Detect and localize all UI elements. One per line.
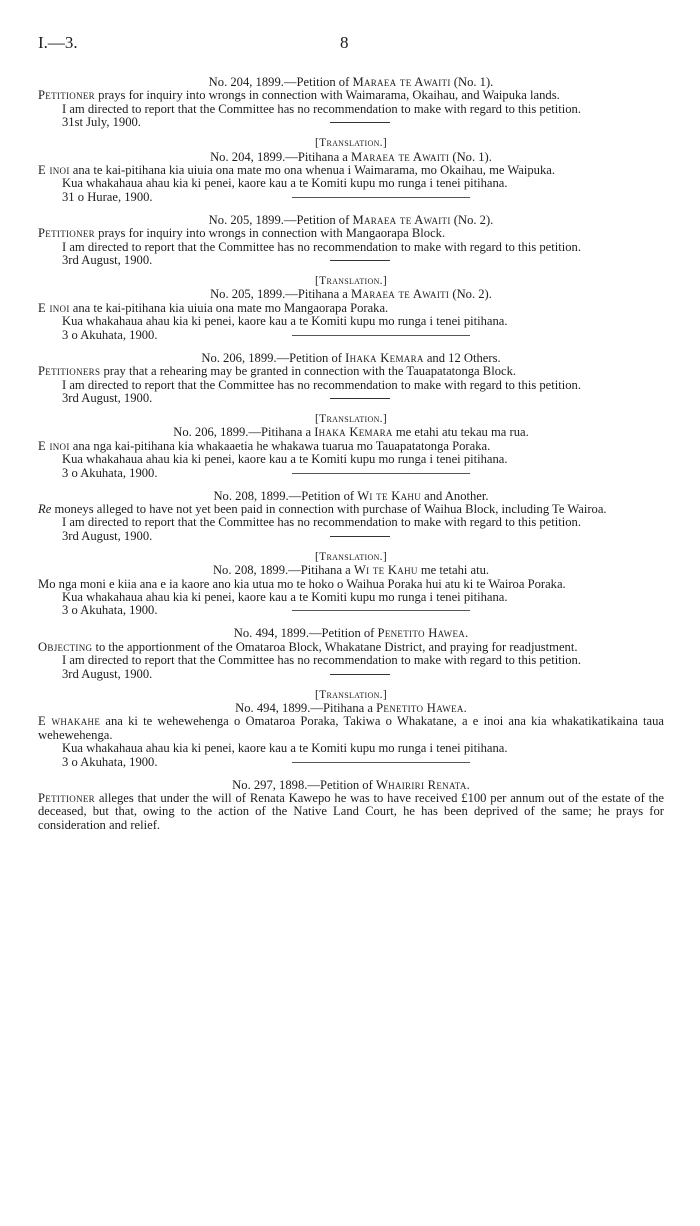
translation-label: [Translation.] bbox=[315, 550, 387, 563]
section-divider bbox=[292, 335, 470, 336]
petition-summary: Petitioner alleges that under the will of Renata Kawepo he was to have received £100 per annum out of the estate of the deceased, but that, owing to the action of the Native Land Court, he has been deprived of the same; he prays for consideration and relief. bbox=[38, 791, 664, 832]
translation-label: [Translation.] bbox=[315, 137, 387, 150]
translation-report: Kua whakahaua ahau kia ki penei, kaore kau a te Komiti kupu mo runga i tenei pitihana. bbox=[62, 589, 508, 604]
petition-title: No. 297, 1898.—Petition of Whairiri Renata. bbox=[232, 777, 470, 792]
report-date: 3rd August, 1900. bbox=[62, 253, 153, 268]
translation-label: [Translation.] bbox=[315, 688, 387, 701]
translation-title: No. 208, 1899.—Pitihana a Wi te Kahu me tetahi atu. bbox=[212, 563, 490, 578]
petition-summary: Petitioners pray that a rehearing may be granted in connection with the Tauapatatonga Block. bbox=[38, 364, 517, 379]
translation-title: No. 204, 1899.—Pitihana a Maraea te Awaiti (No. 1). bbox=[210, 149, 492, 164]
petition-title: No. 204, 1899.—Petition of Maraea te Awaiti (No. 1). bbox=[208, 75, 494, 89]
section-divider bbox=[292, 762, 470, 763]
translation-report: Kua whakahaua ahau kia ki penei, kaore kau a te Komiti kupu mo runga i tenei pitihana. bbox=[62, 741, 508, 756]
translation-date-row bbox=[62, 467, 664, 481]
translation-date-row bbox=[62, 191, 664, 205]
petition-summary: Petitioner prays for inquiry into wrongs in connection with Waimarama, Okaihau, and Waipuka lands. bbox=[38, 88, 560, 103]
report-date: 31st July, 1900. bbox=[62, 115, 141, 130]
short-rule-divider bbox=[330, 674, 390, 675]
report-date-row bbox=[62, 530, 664, 544]
petitions-content bbox=[38, 76, 664, 832]
petition-summary: Objecting to the apportionment of the Omataroa Block, Whakatane District, and praying for readjustment. bbox=[38, 639, 578, 654]
short-rule-divider bbox=[330, 260, 390, 261]
translation-report: Kua whakahaua ahau kia ki penei, kaore kau a te Komiti kupu mo runga i tenei pitihana. bbox=[62, 176, 508, 191]
petition-section bbox=[38, 490, 664, 628]
report-date-row bbox=[62, 392, 664, 406]
parliamentary-paper-reference: I.—3. bbox=[38, 33, 78, 52]
translation-report: Kua whakahaua ahau kia ki penei, kaore kau a te Komiti kupu mo runga i tenei pitihana. bbox=[62, 452, 508, 467]
short-rule-divider bbox=[330, 536, 390, 537]
translation-summary: E whakahe ana ki te wehewehenga o Omataroa Poraka, Takiwa o Whakatane, a e inoi ana kia whakatikatikaina taua wehewehenga. bbox=[38, 714, 665, 742]
committee-report: I am directed to report that the Committee has no recommendation to make with regard to this petition. bbox=[62, 515, 582, 530]
translation-label: [Translation.] bbox=[315, 412, 387, 425]
committee-report: I am directed to report that the Committee has no recommendation to make with regard to this petition. bbox=[62, 239, 582, 254]
report-date-row bbox=[62, 116, 664, 130]
translation-summary: E inoi ana nga kai-pitihana kia whakaaetia he whakawa tuarua mo Tauapatatonga Poraka. bbox=[38, 438, 491, 453]
translation-date: 3 o Akuhata, 1900. bbox=[62, 465, 158, 480]
committee-report: I am directed to report that the Committee has no recommendation to make with regard to this petition. bbox=[62, 653, 582, 668]
report-date-row bbox=[62, 254, 664, 268]
section-divider bbox=[292, 197, 470, 198]
translation-date: 31 o Hurae, 1900. bbox=[62, 189, 153, 204]
committee-report: I am directed to report that the Committee has no recommendation to make with regard to this petition. bbox=[62, 377, 582, 392]
translation-date-row bbox=[62, 756, 664, 770]
committee-report: I am directed to report that the Committee has no recommendation to make with regard to this petition. bbox=[62, 101, 582, 116]
translation-date: 3 o Akuhata, 1900. bbox=[62, 603, 158, 618]
translation-date: 3 o Akuhata, 1900. bbox=[62, 754, 158, 769]
translation-label: [Translation.] bbox=[315, 275, 387, 288]
translation-title: No. 206, 1899.—Pitihana a Ihaka Kemara me etahi atu tekau ma rua. bbox=[173, 425, 529, 440]
petition-summary: Re moneys alleged to have not yet been paid in connection with purchase of Waihua Block, including Te Wairoa. bbox=[38, 501, 607, 516]
translation-summary: E inoi ana te kai-pitihana kia uiuia ona mate mo Mangaorapa Poraka. bbox=[38, 300, 389, 315]
petition-title: No. 208, 1899.—Petition of Wi te Kahu and Another. bbox=[213, 488, 489, 503]
petition-section bbox=[38, 214, 664, 352]
translation-date-row bbox=[62, 329, 664, 343]
short-rule-divider bbox=[330, 398, 390, 399]
petition-section bbox=[38, 779, 664, 833]
petition-title: No. 205, 1899.—Petition of Maraea te Awaiti (No. 2). bbox=[208, 212, 494, 227]
translation-summary: E inoi ana te kai-pitihana kia uiuia ona mate mo ona whenua i Waimarama, mo Okaihau, me Waipuka. bbox=[38, 163, 555, 178]
petition-title: No. 494, 1899.—Petition of Penetito Hawea. bbox=[233, 626, 469, 641]
translation-date-row bbox=[62, 604, 664, 618]
section-divider bbox=[292, 610, 470, 611]
translation-date: 3 o Akuhata, 1900. bbox=[62, 327, 158, 342]
translation-title: No. 205, 1899.—Pitihana a Maraea te Awaiti (No. 2). bbox=[210, 287, 492, 302]
page-number: 8 bbox=[340, 33, 349, 52]
section-divider bbox=[292, 473, 470, 474]
petition-section bbox=[38, 352, 664, 490]
report-date: 3rd August, 1900. bbox=[62, 528, 153, 543]
report-date: 3rd August, 1900. bbox=[62, 390, 153, 405]
page-header bbox=[38, 33, 664, 56]
petition-title: No. 206, 1899.—Petition of Ihaka Kemara and 12 Others. bbox=[201, 350, 501, 365]
short-rule-divider bbox=[330, 122, 390, 123]
translation-report: Kua whakahaua ahau kia ki penei, kaore kau a te Komiti kupu mo runga i tenei pitihana. bbox=[62, 314, 508, 329]
petition-section bbox=[38, 76, 664, 214]
petition-summary: Petitioner prays for inquiry into wrongs in connection with Mangaorapa Block. bbox=[38, 226, 446, 241]
petition-section bbox=[38, 627, 664, 778]
report-date: 3rd August, 1900. bbox=[62, 666, 153, 681]
document-page bbox=[38, 0, 664, 1226]
report-date-row bbox=[62, 668, 664, 682]
translation-title: No. 494, 1899.—Pitihana a Penetito Hawea. bbox=[235, 701, 467, 715]
translation-summary: Mo nga moni e kiia ana e ia kaore ano kia utua mo te hoko o Waihua Poraka hui atu ki te Wairoa Poraka. bbox=[38, 576, 566, 591]
